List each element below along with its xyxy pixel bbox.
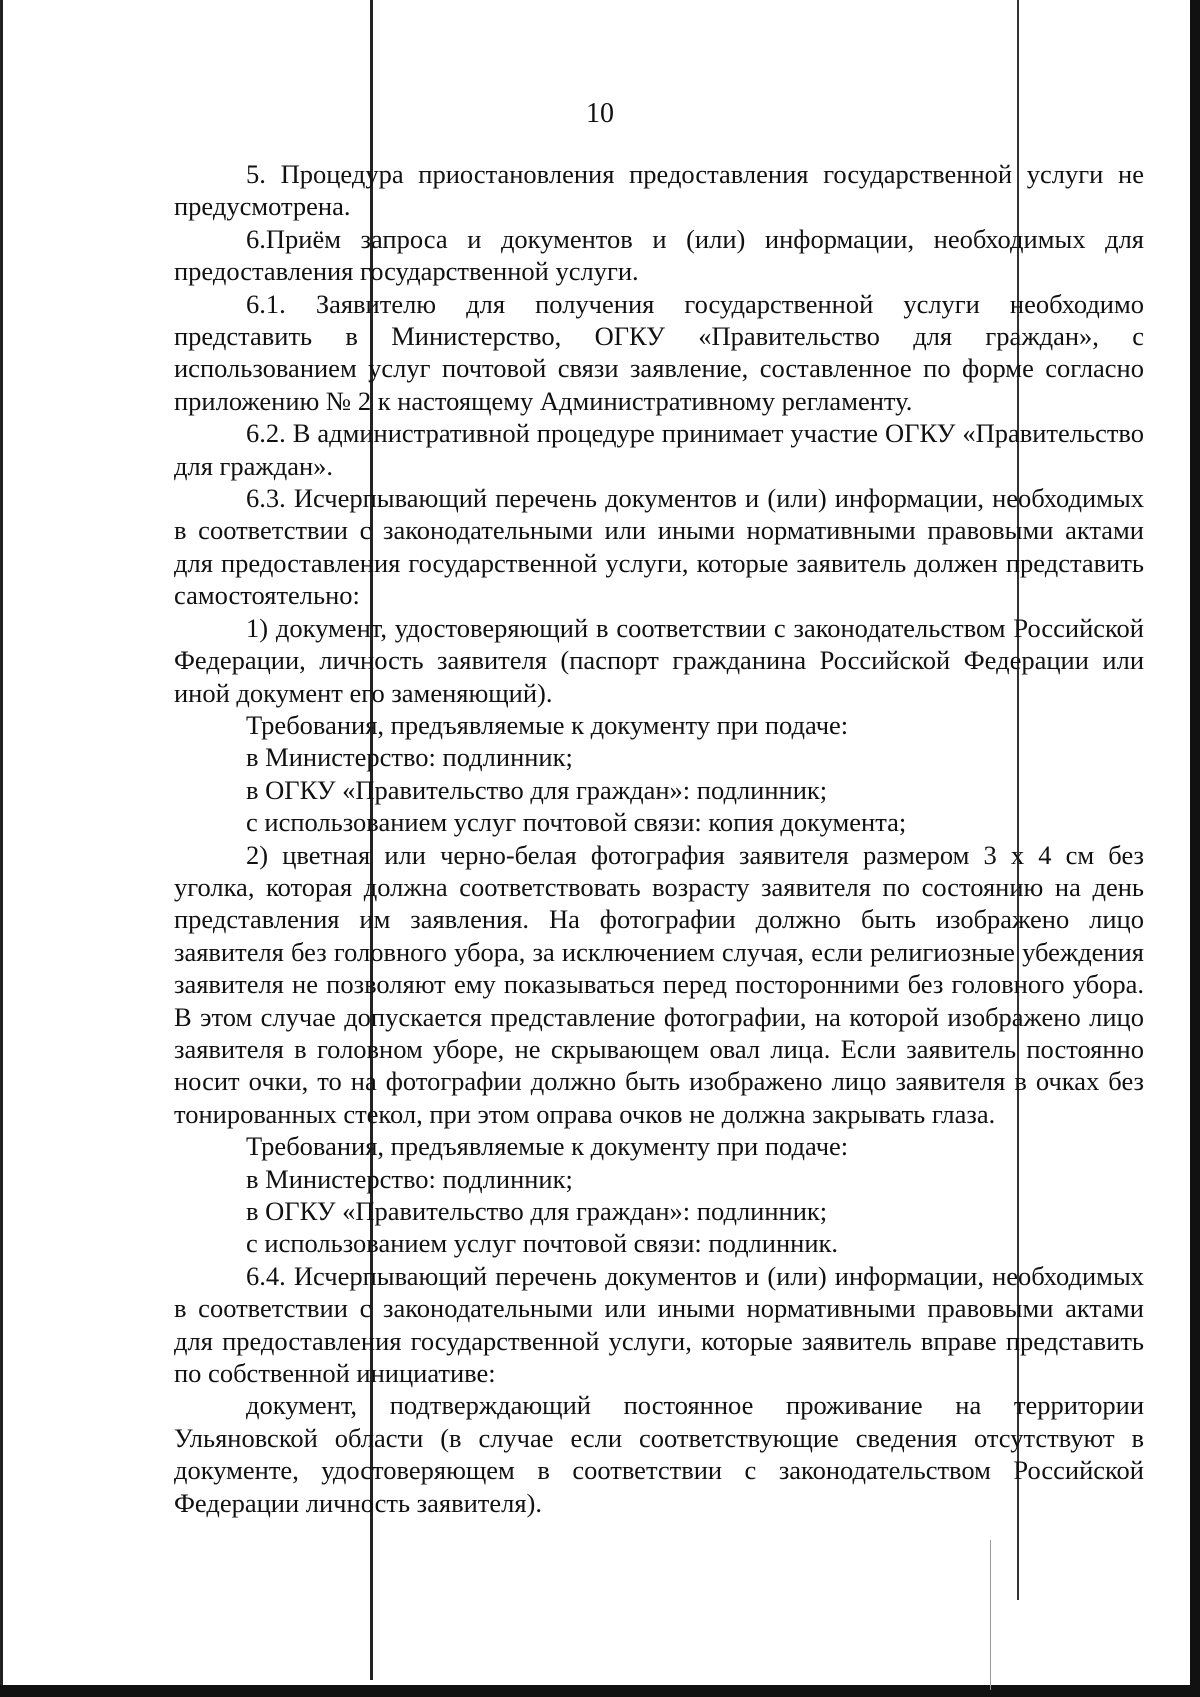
paragraph-6-3: 6.3. Исчерпывающий перечень документов и (или) информации, необходимых в соответствии с законодательными или иными нормативными правовыми актами для предоставления государственной услуги, которые заявитель должен представить самостоятельно: xyxy=(174,483,1144,611)
paragraph-6-2: 6.2. В административной процедуре принимает участие ОГКУ «Правительство для граждан». xyxy=(174,418,1144,481)
scan-left-edge xyxy=(0,0,3,1697)
scan-right-edge xyxy=(1190,0,1200,1697)
list-item-1: 1) документ, удостоверяющий в соответствии с законодательством Российской Федерации, личность заявителя (паспорт гражданина Российской Федерации или иной документ его заменяющий). xyxy=(174,612,1144,708)
requirement-post: с использованием услуг почтовой связи: подлинник. xyxy=(246,1228,839,1259)
paragraph-5: 5. Процедура приостановления предоставления государственной услуги не предусмотрена. xyxy=(174,159,1144,222)
scan-artifact-line xyxy=(990,1540,991,1690)
requirement-ogku: в ОГКУ «Правительство для граждан»: подлинник; xyxy=(246,1196,828,1226)
paragraph-6-4: 6.4. Исчерпывающий перечень документов и (или) информации, необходимых в соответствии с законодательными или иными нормативными правовыми актами для предоставления государственной услуги, которые заявитель вправе представить по собственной инициативе: xyxy=(174,1260,1144,1389)
document-body xyxy=(174,158,1144,1519)
requirement-post: с использованием услуг почтовой связи: копия документа; xyxy=(246,807,907,838)
paragraph-6-1: 6.1. Заявителю для получения государственной услуги необходимо представить в Министерство, ОГКУ «Правительство для граждан», с использованием услуг почтовой связи заявление, составленное по форме согласно приложению № 2 к настоящему Административному регламенту. xyxy=(174,288,1144,416)
paragraph-residence-document: документ, подтверждающий постоянное проживание на территории Ульяновской области (в случае если соответствующие сведения отсутствуют в документе, удостоверяющем в соответствии с законодательством Российской Федерации личность заявителя). xyxy=(174,1390,1144,1518)
requirements-heading: Требования, предъявляемые к документу при подаче: xyxy=(246,1131,849,1162)
page-number: 10 xyxy=(586,98,614,129)
list-item-2: 2) цветная или черно-белая фотография заявителя размером 3 х 4 см без уголка, которая должна соответствовать возрасту заявителя по состоянию на день представления им заявления. На фотографии должно быть изображено лицо заявителя без головного убора, за исключением случая, если религиозные убеждения заявителя не позволяют ему показываться перед посторонними без головного убора. В этом случае допускается представление фотографии, на которой изображено лицо заявителя в головном уборе, не скрывающем овал лица. Если заявитель постоянно носит очки, то на фотографии должно быть изображено лицо заявителя в очках без тонированных стекол, при этом оправа очков не должна закрывать глаза. xyxy=(174,839,1144,1129)
requirement-ministry: в Министерство: подлинник; xyxy=(246,742,573,773)
requirements-heading: Требования, предъявляемые к документу при подаче: xyxy=(246,709,849,740)
requirement-ministry: в Министерство: подлинник; xyxy=(246,1163,573,1194)
scan-bottom-edge xyxy=(0,1685,1200,1697)
paragraph-6: 6.Приём запроса и документов и (или) информации, необходимых для предоставления государственной услуги. xyxy=(174,223,1144,287)
requirement-ogku: в ОГКУ «Правительство для граждан»: подлинник; xyxy=(246,774,828,805)
